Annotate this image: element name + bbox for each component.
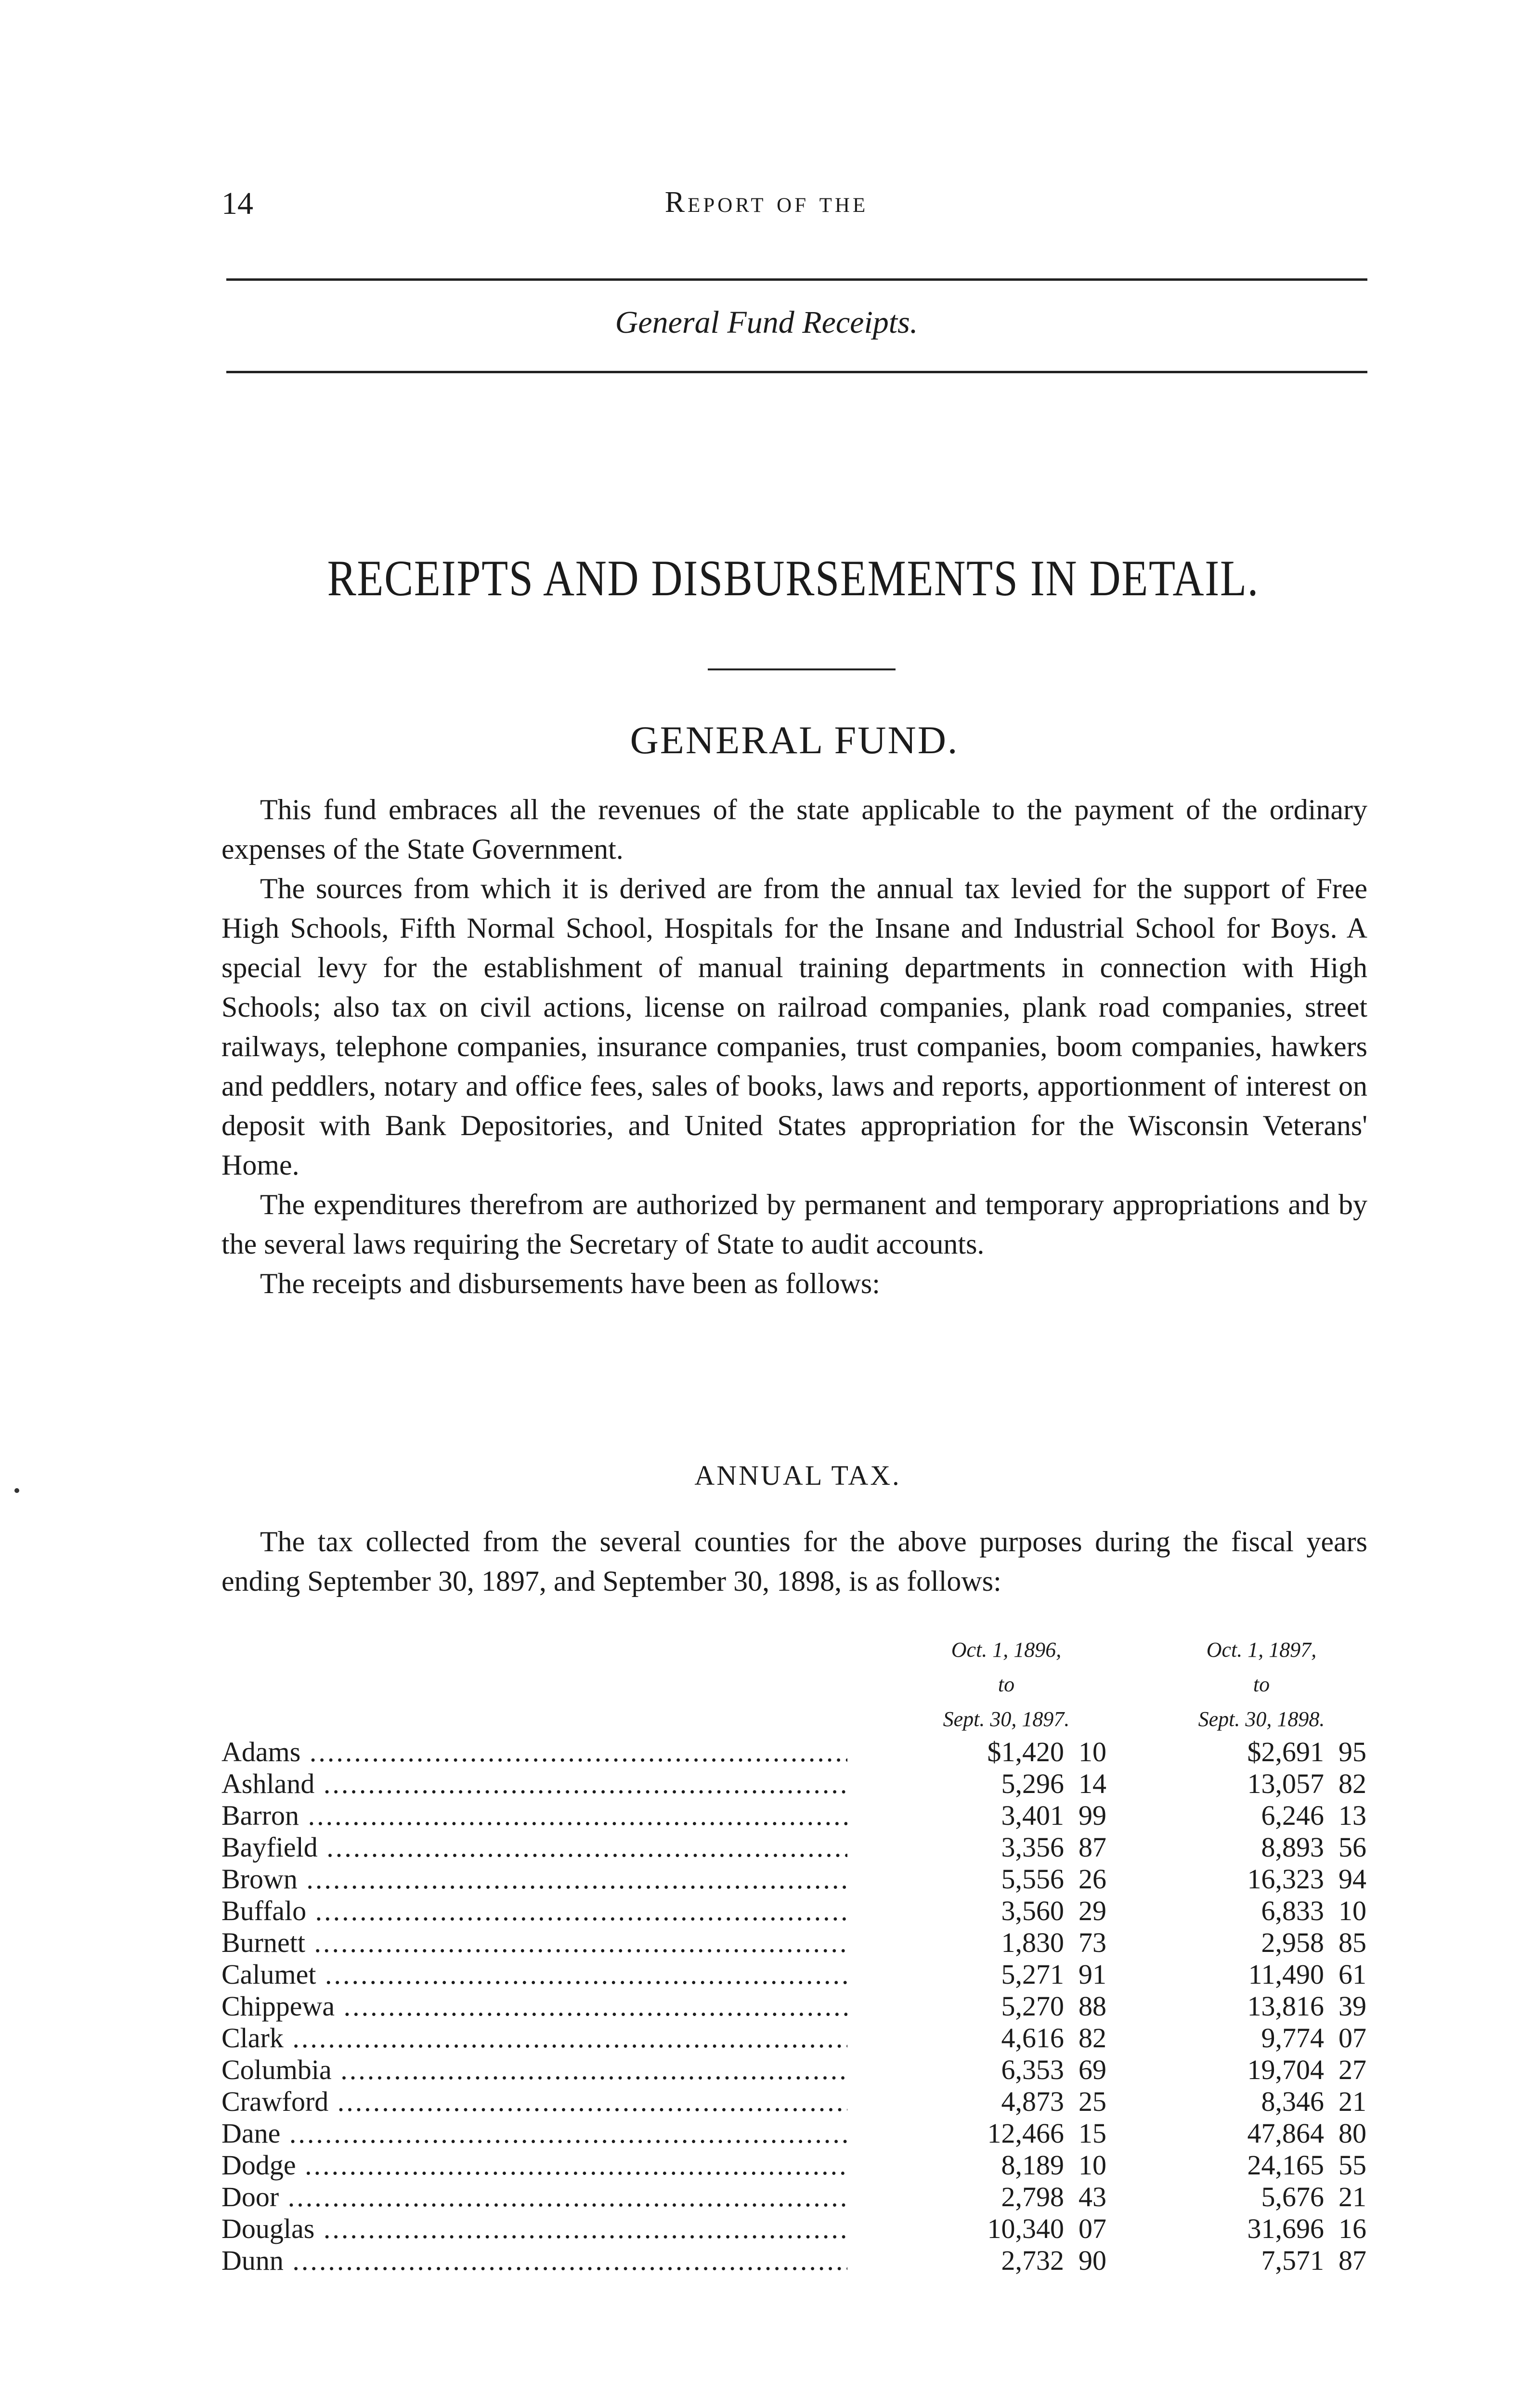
amount-1898-cents: 61 [1338, 1959, 1366, 1990]
table-row [221, 1736, 1377, 1768]
column-header-1897 [881, 1633, 1131, 1737]
amount-1898-cents: 21 [1338, 2181, 1366, 2212]
column-header-1898 [1136, 1633, 1387, 1737]
amount-1898-dollars: 5,676 [1261, 2181, 1324, 2212]
annual-tax-intro [221, 1522, 1367, 1601]
amount-1898-cents: 94 [1338, 1863, 1366, 1895]
amount-1898-cents: 80 [1338, 2118, 1366, 2149]
amount-1897-dollars: 5,271 [1001, 1959, 1064, 1990]
amount-1897-cents: 26 [1078, 1863, 1106, 1895]
county-name: Bayfield ..... [221, 1832, 847, 1863]
amount-1897-cents: 91 [1078, 1959, 1106, 1990]
amount-1897-dollars: 1,830 [1001, 1927, 1064, 1958]
title-divider [708, 668, 896, 670]
amount-1898-dollars: 9,774 [1261, 2022, 1324, 2054]
header-rule-bottom [226, 371, 1367, 373]
column-header-line: Sept. 30, 1897. [943, 1707, 1070, 1731]
county-name: Chippewa ..... [221, 1990, 847, 2022]
amount-1897-cents: 07 [1078, 2213, 1106, 2244]
table-row [221, 1959, 1377, 1990]
county-name: Door ..... [221, 2181, 847, 2213]
amount-1897-cents: 29 [1078, 1895, 1106, 1926]
amount-1897-dollars: 4,873 [1001, 2086, 1064, 2117]
amount-1898-dollars: 19,704 [1247, 2054, 1324, 2085]
table-row [221, 2149, 1377, 2181]
amount-1898-dollars: 31,696 [1247, 2213, 1324, 2244]
amount-1897-dollars: 5,296 [1001, 1768, 1064, 1799]
amount-1898-dollars: 11,490 [1248, 1959, 1324, 1990]
amount-1897-cents: 87 [1078, 1832, 1106, 1863]
amount-1898-dollars: 7,571 [1261, 2245, 1324, 2276]
amount-1898-dollars: 16,323 [1247, 1863, 1324, 1895]
amount-1897-cents: 25 [1078, 2086, 1106, 2117]
amount-1898-dollars: 13,057 [1247, 1768, 1324, 1799]
county-name: Buffalo ..... [221, 1895, 847, 1927]
table-row [221, 1863, 1377, 1895]
intro-paragraph: The expenditures therefrom are authorized by permanent and temporary appropriations and by the several laws requiring the Secretary of State to audit accounts. [221, 1189, 1367, 1260]
table-row [221, 2022, 1377, 2054]
county-name: Columbia ..... [221, 2054, 847, 2086]
amount-1898-cents: 55 [1338, 2149, 1366, 2181]
intro-paragraph: The sources from which it is derived are from the annual tax levied for the support of Free High Schools, Fifth Normal School, Hospitals for the Insane and Industrial School for Boys. A special levy for the establishment of manual training departments in connection with High Schools; also tax on civil actions, license on railroad companies, plank road companies, street railways, telephone companies, insurance companies, trust companies, boom companies, hawkers and peddlers, notary and office fees, sales of books, laws and reports, apportionment of interest on deposit with Bank Depositories, and United States appropriation for the Wisconsin Veterans' Home. [221, 873, 1367, 1181]
county-name: Dodge ..... [221, 2149, 847, 2181]
amount-1898-cents: 07 [1338, 2022, 1366, 2054]
scan-speck [14, 1488, 19, 1493]
amount-1898-dollars: 24,165 [1247, 2149, 1324, 2181]
column-header-line: Sept. 30, 1898. [1198, 1707, 1325, 1731]
county-name: Crawford ..... [221, 2086, 847, 2118]
amount-1897-cents: 69 [1078, 2054, 1106, 2085]
amount-1897-cents: 99 [1078, 1800, 1106, 1831]
county-name: Ashland ..... [221, 1768, 847, 1800]
amount-1897-cents: 10 [1078, 2149, 1106, 2181]
amount-1897-dollars: $1,420 [987, 1736, 1064, 1767]
amount-1898-cents: 82 [1338, 1768, 1366, 1799]
amount-1898-cents: 95 [1338, 1736, 1366, 1767]
amount-1898-dollars: 8,346 [1261, 2086, 1324, 2117]
table-row [221, 1800, 1377, 1832]
amount-1897-dollars: 8,189 [1001, 2149, 1064, 2181]
annual-tax-paragraph: The tax collected from the several counties for the above purposes during the fiscal years ending September 30, 1897, and September 30, 1898, is as follows: [221, 1526, 1367, 1597]
intro-paragraph: The receipts and disbursements have been as follows: [260, 1268, 880, 1299]
table-row [221, 2213, 1377, 2245]
county-name: Adams ..... [221, 1736, 847, 1768]
table-row [221, 2181, 1377, 2213]
amount-1898-cents: 56 [1338, 1832, 1366, 1863]
table-row [221, 1927, 1377, 1959]
annual-tax-table [221, 1736, 1377, 2277]
amount-1898-dollars: 6,833 [1261, 1895, 1324, 1926]
page-number: 14 [221, 186, 253, 221]
amount-1897-cents: 90 [1078, 2245, 1106, 2276]
amount-1898-dollars: 13,816 [1247, 1990, 1324, 2022]
amount-1897-dollars: 3,356 [1001, 1832, 1064, 1863]
amount-1898-cents: 21 [1338, 2086, 1366, 2117]
amount-1898-dollars: 8,893 [1261, 1832, 1324, 1863]
intro-paragraph: This fund embraces all the revenues of the state applicable to the payment of the ordinary expenses of the State Government. [221, 794, 1367, 865]
amount-1897-dollars: 5,556 [1001, 1863, 1064, 1895]
amount-1897-cents: 14 [1078, 1768, 1106, 1799]
amount-1898-dollars: 47,864 [1247, 2118, 1324, 2149]
county-name: Brown ..... [221, 1863, 847, 1895]
amount-1897-cents: 43 [1078, 2181, 1106, 2212]
table-row [221, 2086, 1377, 2118]
amount-1897-dollars: 4,616 [1001, 2022, 1064, 2054]
amount-1897-cents: 82 [1078, 2022, 1106, 2054]
header-rule-top [226, 278, 1367, 281]
running-head: Report of the [664, 186, 869, 219]
column-header-line: to [1253, 1673, 1270, 1696]
amount-1898-cents: 16 [1338, 2213, 1366, 2244]
annual-tax-heading: ANNUAL TAX. [694, 1460, 901, 1491]
county-name: Calumet ..... [221, 1959, 847, 1990]
amount-1897-cents: 10 [1078, 1736, 1106, 1767]
county-name: Barron ..... [221, 1800, 847, 1832]
county-name: Dane ..... [221, 2118, 847, 2149]
county-name: Douglas ..... [221, 2213, 847, 2245]
amount-1897-dollars: 5,270 [1001, 1990, 1064, 2022]
amount-1898-dollars: $2,691 [1247, 1736, 1324, 1767]
amount-1897-dollars: 3,560 [1001, 1895, 1064, 1926]
section-heading: GENERAL FUND. [630, 718, 959, 762]
amount-1898-cents: 85 [1338, 1927, 1366, 1958]
amount-1897-dollars: 6,353 [1001, 2054, 1064, 2085]
table-row [221, 2245, 1377, 2277]
table-row [221, 1768, 1377, 1800]
amount-1898-cents: 39 [1338, 1990, 1366, 2022]
amount-1898-cents: 13 [1338, 1800, 1366, 1831]
amount-1897-dollars: 2,732 [1001, 2245, 1064, 2276]
column-header-line: to [998, 1673, 1015, 1696]
amount-1897-cents: 15 [1078, 2118, 1106, 2149]
amount-1897-cents: 73 [1078, 1927, 1106, 1958]
section-subhead: General Fund Receipts. [615, 305, 918, 340]
amount-1897-cents: 88 [1078, 1990, 1106, 2022]
amount-1898-dollars: 2,958 [1261, 1927, 1324, 1958]
amount-1898-cents: 27 [1338, 2054, 1366, 2085]
amount-1897-dollars: 2,798 [1001, 2181, 1064, 2212]
county-name: Dunn ..... [221, 2245, 847, 2277]
county-name: Burnett ..... [221, 1927, 847, 1959]
amount-1898-cents: 87 [1338, 2245, 1366, 2276]
table-row [221, 1990, 1377, 2022]
column-header-line: Oct. 1, 1896, [951, 1638, 1062, 1662]
amount-1897-dollars: 12,466 [987, 2118, 1064, 2149]
page-title: RECEIPTS AND DISBURSEMENTS IN DETAIL. [327, 550, 1259, 606]
table-row [221, 1895, 1377, 1927]
amount-1898-dollars: 6,246 [1261, 1800, 1324, 1831]
amount-1897-dollars: 3,401 [1001, 1800, 1064, 1831]
column-header-line: Oct. 1, 1897, [1206, 1638, 1317, 1662]
county-name: Clark ..... [221, 2022, 847, 2054]
table-row [221, 1832, 1377, 1863]
table-row [221, 2054, 1377, 2086]
intro-text [221, 790, 1367, 1303]
amount-1898-cents: 10 [1338, 1895, 1366, 1926]
amount-1897-dollars: 10,340 [987, 2213, 1064, 2244]
table-row [221, 2118, 1377, 2149]
